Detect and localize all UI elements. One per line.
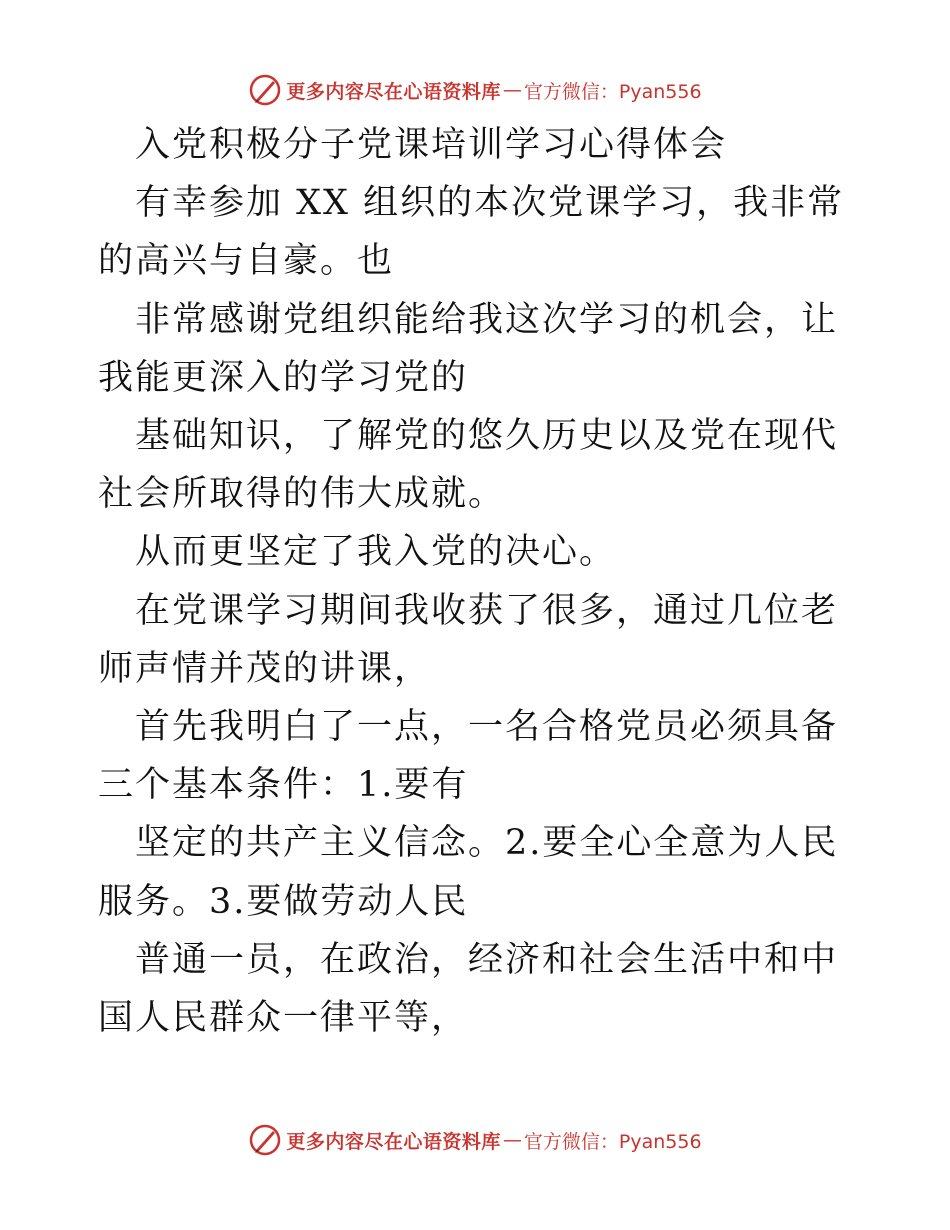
paragraph: 有幸参加 XX 组织的本次党课学习，我非常的高兴与自豪。也 bbox=[98, 183, 845, 282]
document-title: 入党积极分子党课培训学习心得体会 bbox=[135, 125, 728, 165]
paragraph: 非常感谢党组织能给我这次学习的机会，让我能更深入的学习党的 bbox=[98, 299, 839, 398]
paragraph: 在党课学习期间我收获了很多，通过几位老师声情并茂的讲课， bbox=[98, 590, 839, 689]
quill-pen-logo-icon bbox=[248, 1123, 282, 1157]
paragraph: 首先我明白了一点，一名合格党员必须具备三个基本条件：1.要有 bbox=[98, 707, 839, 806]
header-watermark-banner bbox=[0, 70, 950, 110]
banner-dash: — bbox=[502, 1129, 522, 1151]
banner-brand-text: 更多内容尽在心语资料库 bbox=[286, 80, 501, 103]
banner-dash: — bbox=[502, 79, 522, 101]
paragraph: 从而更坚定了我入党的决心。 bbox=[135, 532, 617, 573]
banner-contact-text: 官方微信：Pyan556 bbox=[523, 1130, 702, 1153]
paragraph: 普通一员，在政治，经济和社会生活中和中国人民群众一律平等， bbox=[98, 939, 839, 1039]
quill-pen-logo-icon bbox=[248, 73, 282, 107]
paragraph: 基础知识，了解党的悠久历史以及党在现代社会所取得的伟大成就。 bbox=[98, 416, 839, 515]
banner-contact-text: 官方微信：Pyan556 bbox=[523, 80, 702, 103]
document-body bbox=[98, 116, 858, 1047]
paragraph: 坚定的共产主义信念。2.要全心全意为人民服务。3.要做劳动人民 bbox=[98, 823, 839, 922]
banner-brand-text: 更多内容尽在心语资料库 bbox=[286, 1130, 501, 1153]
footer-watermark-banner bbox=[0, 1120, 950, 1160]
